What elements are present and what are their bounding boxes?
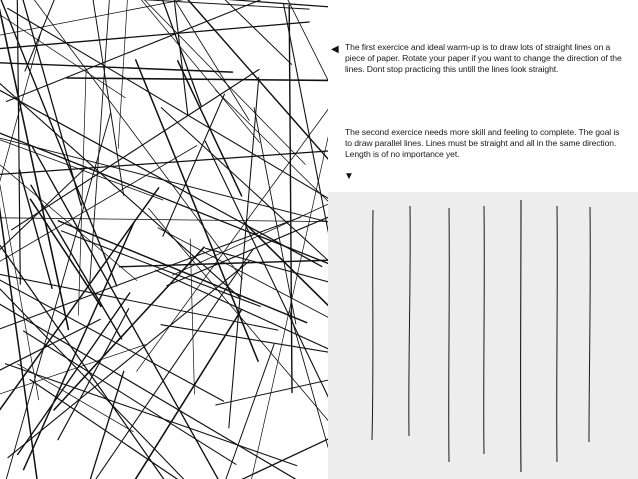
sketch-line (0, 192, 42, 479)
parallel-line (589, 207, 590, 442)
sketch-line (0, 0, 242, 279)
sketch-line (227, 132, 328, 479)
parallel-line (409, 206, 410, 436)
exercise-1-text: The first exercice and ideal warm-up is to draw lots of straight lines on a piece of paper. Rotate your paper if you want to change the direction of the lines. Dont stop practicing this untill the lines look straight. (345, 42, 622, 74)
sketch-line (149, 208, 329, 469)
sketch-line (0, 56, 233, 72)
sketch-line (0, 0, 81, 205)
sketch-line (158, 228, 328, 404)
parallel-line (449, 208, 450, 462)
parallel-line (557, 206, 558, 462)
arrow-down-icon: ▼ (344, 171, 354, 182)
parallel-lines-photo (328, 192, 638, 479)
parallel-line (484, 206, 485, 454)
sketch-line (24, 223, 134, 470)
sketch-line (167, 0, 188, 114)
exercise-2-text: The second exercice needs more skill and feeling to complete. The goal is to draw parallel lines. Lines must be straight and all in the same direction. Length is of no importance yet. (345, 127, 620, 159)
sketch-line (276, 0, 328, 110)
sketch-line (229, 77, 259, 428)
sketch-line (205, 141, 328, 479)
arrow-left-icon: ◀ (331, 44, 339, 55)
sketch-line (0, 218, 328, 222)
sketch-line (118, 0, 131, 149)
sketch-line (161, 325, 328, 367)
sketch-line (163, 94, 225, 236)
sketch-line (12, 70, 259, 230)
sketch-line (65, 0, 260, 143)
sketch-line (30, 199, 101, 306)
sketch-line (0, 217, 301, 384)
sketch-line (120, 0, 309, 9)
sketch-line (5, 364, 296, 466)
sketch-line (0, 167, 86, 267)
parallel-line (372, 210, 373, 440)
